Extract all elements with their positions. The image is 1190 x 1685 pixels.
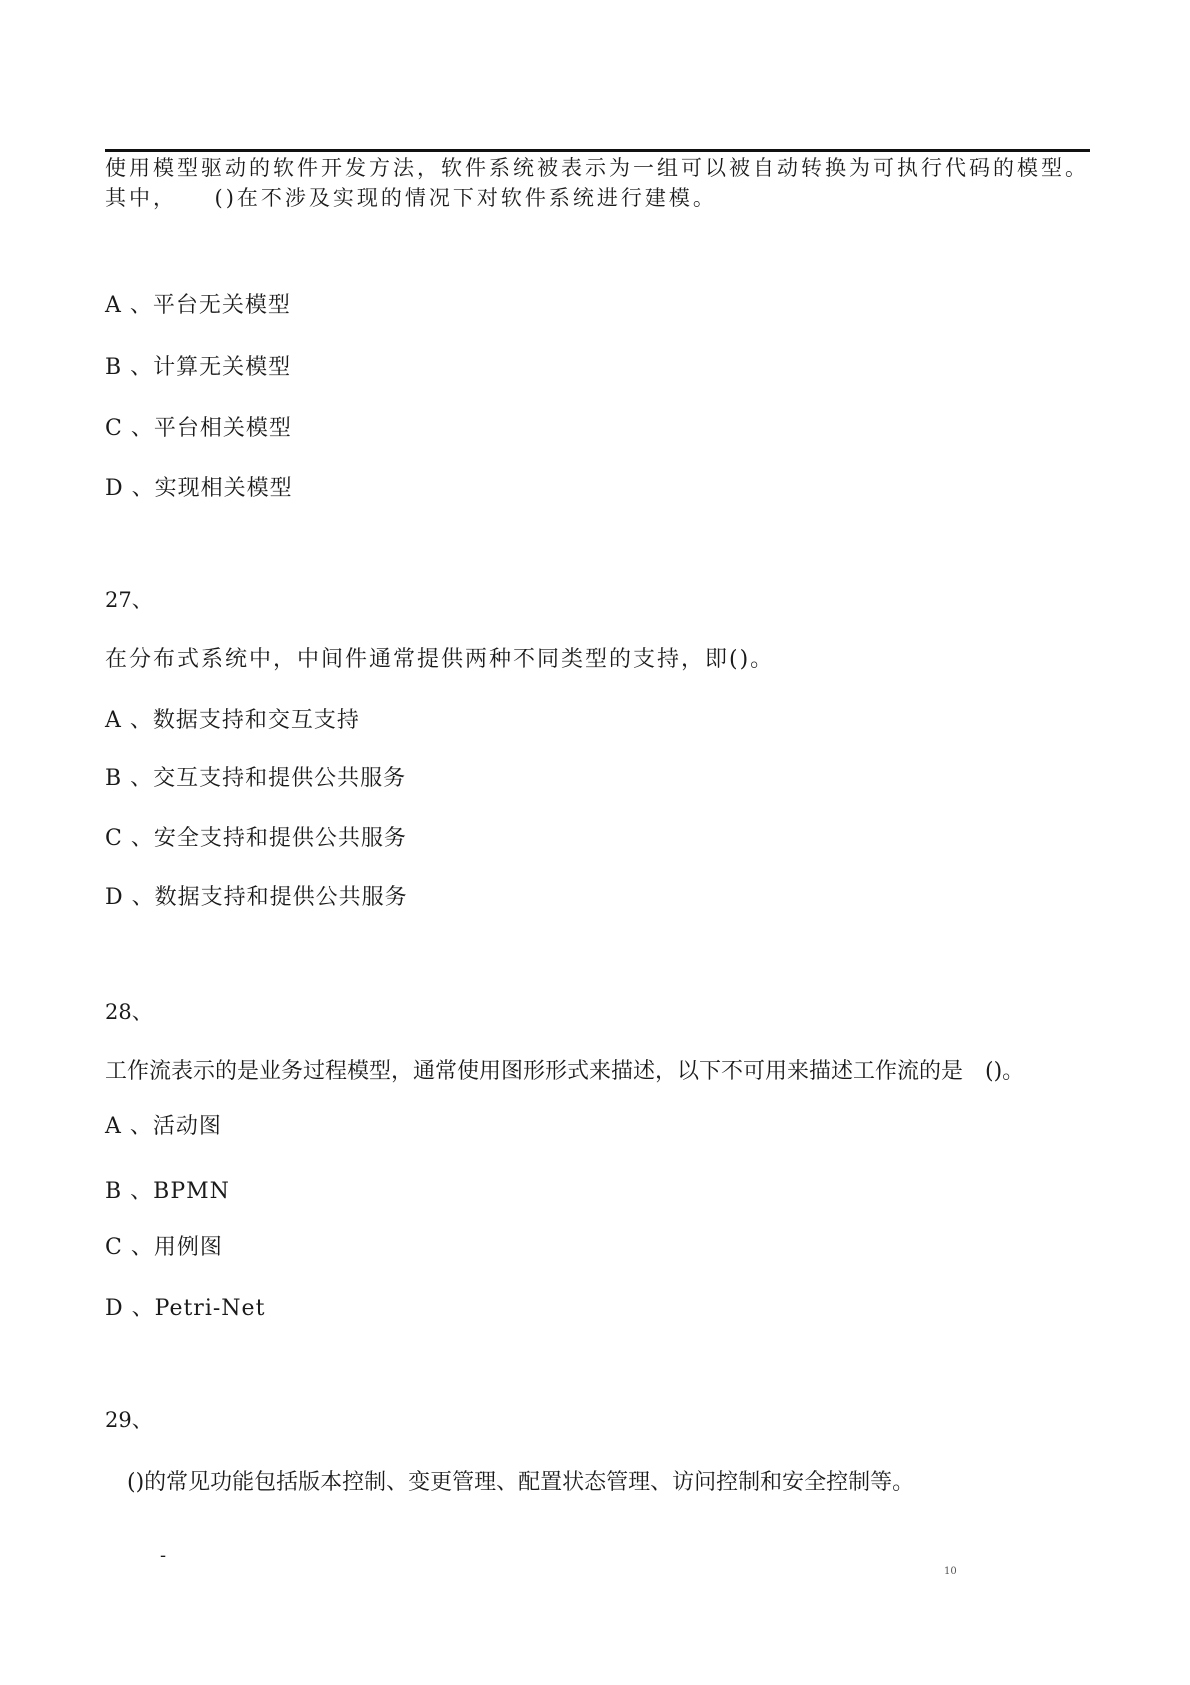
question-27-number: 27、 — [105, 588, 153, 612]
q26-option-d: D 、实现相关模型 — [105, 476, 293, 501]
question-29-text: ()的常见功能包括版本控制、变更管理、配置状态管理、访问控制和安全控制等。 — [127, 1470, 915, 1495]
footer-dash: - — [160, 1545, 167, 1566]
q26-option-c: C 、平台相关模型 — [105, 416, 292, 441]
question-28-text: 工作流表示的是业务过程模型，通常使用图形形式来描述，以下不可用来描述工作流的是 ()。 — [105, 1059, 1025, 1084]
question-26-stem-line-1: 使用模型驱动的软件开发方法，软件系统被表示为一组可以被自动转换为可执行代码的模型。 — [105, 156, 1089, 180]
question-29-number: 29、 — [105, 1408, 153, 1432]
top-rule — [105, 149, 1090, 152]
q27-option-b: B 、交互支持和提供公共服务 — [105, 766, 407, 791]
page-number: 10 — [944, 1566, 957, 1577]
q26-option-b: B 、计算无关模型 — [105, 355, 292, 380]
question-26-stem-line-2: 其中， ()在不涉及实现的情况下对软件系统进行建模。 — [105, 186, 717, 210]
q27-option-a: A 、数据支持和交互支持 — [105, 708, 360, 733]
q28-option-b: B 、BPMN — [105, 1179, 230, 1204]
q28-option-c: C 、用例图 — [105, 1235, 223, 1260]
q28-option-a: A 、活动图 — [105, 1114, 222, 1139]
q26-option-a: A 、平台无关模型 — [105, 293, 291, 318]
q28-option-d: D 、Petri-Net — [105, 1296, 266, 1321]
question-28-number: 28、 — [105, 1000, 153, 1024]
question-26-stem — [105, 153, 1095, 213]
question-27-text: 在分布式系统中，中间件通常提供两种不同类型的支持，即()。 — [105, 647, 775, 672]
q27-option-c: C 、安全支持和提供公共服务 — [105, 826, 407, 851]
q27-option-d: D 、数据支持和提供公共服务 — [105, 885, 408, 910]
